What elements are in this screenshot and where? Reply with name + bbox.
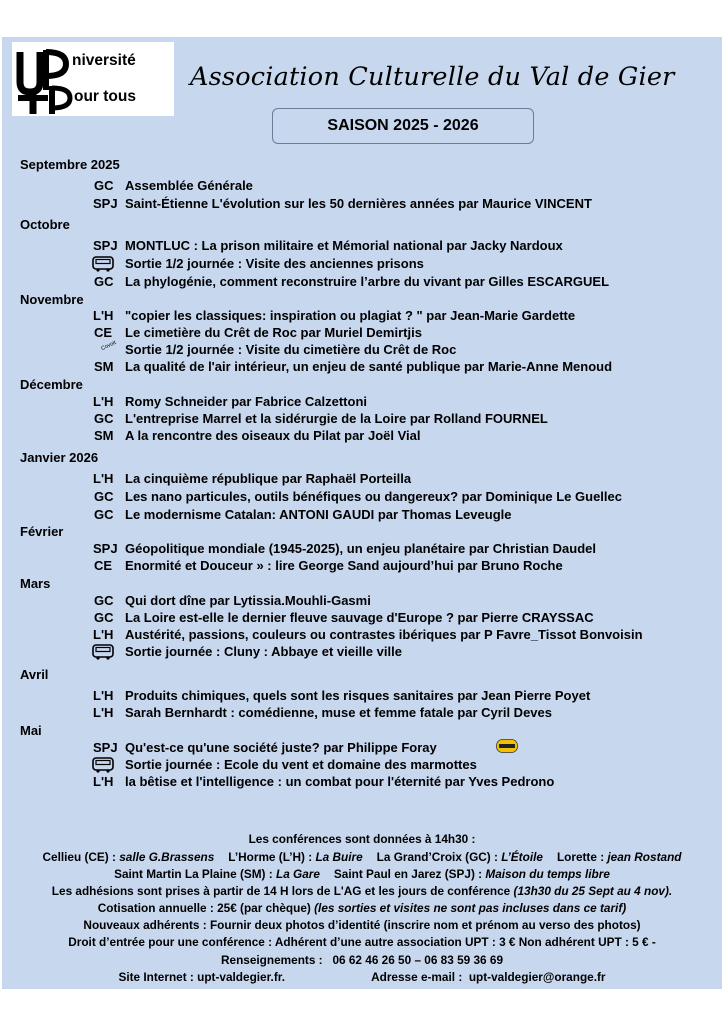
venue-place: L’Étoile [501,850,543,864]
event-title: Sortie 1/2 journée : Visite du cimetière du Crêt de Roc [125,342,457,357]
event-location-code: L'H [93,627,114,642]
event-location-code: GC [94,593,114,608]
venue-label: Saint Martin La Plaine (SM) : [114,867,276,881]
event-location-code: CE [94,325,113,340]
event-location-code: L'H [93,394,114,409]
month-heading: Avril [20,667,49,682]
venue-place: salle G.Brassens [119,850,215,864]
email-link[interactable]: upt-valdegier@orange.fr [468,970,606,984]
event-location-code: GC [94,489,114,504]
logo-line2: our tous [74,88,136,105]
event-title: La cinquième république par Raphaël Porteilla [125,471,412,486]
footer-adhesion [0,884,724,898]
event-title: Sortie 1/2 journée : Visite des anciennes prisons [125,256,424,271]
month-heading: Février [20,524,64,539]
footer-droit: Droit d’entrée pour une conférence : Adhérent d’une autre association UPT : 3 € Non adhérent UPT : 5 € - [68,935,656,949]
renseignements-phones: 06 62 46 26 50 – 06 83 59 36 69 [332,953,504,967]
month-heading: Décembre [20,377,83,392]
event-title: Le modernisme Catalan: ANTONI GAUDI par Thomas Leveugle [125,507,512,522]
season-label: SAISON 2025 - 2026 [327,117,479,134]
bus-icon [92,256,114,272]
association-title: Association Culturelle du Val de Gier [190,62,675,92]
month-heading: Novembre [20,292,84,307]
event-location-code: GC [94,610,114,625]
event-location-code: SM [94,428,114,443]
carpool-badge-icon [496,739,518,753]
event-title: MONTLUC : La prison militaire et Mémorial national par Jacky Nardoux [125,238,563,253]
event-title: Enormité et Douceur » : lire George Sand aujourd’hui par Bruno Roche [125,558,563,573]
footer-nouveaux: Nouveaux adhérents : Fournir deux photos d’identité (inscrire nom et prénom au verso des photos) [83,918,641,932]
event-title: la bêtise et l'intelligence : un combat pour l'éternité par Yves Pedrono [125,774,555,789]
site-link[interactable]: upt-valdegier.fr. [197,970,285,984]
adhesion-text: Les adhésions sont prises à partir de 14 H lors de L'AG et les jours de conférence [51,884,514,898]
event-location-code: L'H [93,471,114,486]
event-location-code: CE [94,558,113,573]
footer-renseignements [0,953,724,967]
event-title: A la rencontre des oiseaux du Pilat par Joël Vial [125,428,421,443]
month-heading: Mai [20,723,42,738]
event-title: La Loire est-elle le dernier fleuve sauvage d'Europe ? par Pierre CRAYSSAC [125,610,594,625]
logo-line1: niversité [72,52,136,69]
venue-label: Cellieu (CE) : [42,850,120,864]
event-title: Produits chimiques, quels sont les risques sanitaires par Jean Pierre Poyet [125,688,591,703]
event-title: La qualité de l'air intérieur, un enjeu de santé publique par Marie-Anne Menoud [125,359,613,374]
event-location-code: GC [94,411,114,426]
month-heading: Septembre 2025 [20,157,120,172]
event-title: "copier les classiques: inspiration ou plagiat ? " par Jean-Marie Gardette [125,308,576,323]
event-title: Les nano particules, outils bénéfiques ou dangereux? par Dominique Le Guellec [125,489,622,504]
event-title: Qu'est-ce qu'une société juste? par Philippe Foray [125,740,437,755]
event-location-code: SPJ [93,238,118,253]
event-title: L'entreprise Marrel et la sidérurgie de la Loire par Rolland FOURNEL [125,411,548,426]
venue-place: La Buire [315,850,363,864]
event-location-code: L'H [93,688,114,703]
venue-place: Maison du temps libre [485,867,610,881]
event-title: Austérité, passions, couleurs ou contrastes ibériques par P Favre_Tissot Bonvoisin [125,627,643,642]
month-heading: Mars [20,576,51,591]
event-location-code: L'H [93,308,114,323]
event-location-code: SPJ [93,196,118,211]
carpool-icon: Covoit [100,339,118,353]
event-title: Sarah Bernhardt : comédienne, muse et femme fatale par Cyril Deves [125,705,552,720]
event-title: Qui dort dîne par Lytissia.Mouhli-Gasmi [125,593,371,608]
event-title: Saint-Étienne L'évolution sur les 50 dernières années par Maurice VINCENT [125,196,592,211]
event-title: Géopolitique mondiale (1945-2025), un enjeu planétaire par Christian Daudel [125,541,597,556]
event-title: Sortie journée : Ecole du vent et domaine des marmottes [125,757,477,772]
bus-icon [92,757,114,773]
email-label: Adresse e-mail : [371,970,463,984]
event-location-code: GC [94,274,114,289]
adhesion-note: (13h30 du 25 Sept au 4 nov). [513,884,673,898]
venue-place: La Gare [275,867,320,881]
site-label: Site Internet : [118,970,194,984]
venue-label: La Grand’Croix (GC) : [376,850,502,864]
footer-line-time: Les conférences sont données à 14h30 : [248,832,476,846]
venue-label: Saint Paul en Jarez (SPJ) : [333,867,486,881]
venue-label: L’Horme (L’H) : [228,850,316,864]
bus-icon [92,644,114,660]
event-title: Le cimetière du Crêt de Roc par Muriel Demirtjis [125,325,422,340]
event-location-code: GC [94,507,114,522]
venue-place: jean Rostand [607,850,682,864]
footer-contact [0,970,724,984]
renseignements-label: Renseignements : [220,953,323,967]
month-heading: Octobre [20,217,70,232]
footer-cotisation [0,901,724,915]
event-location-code: L'H [93,705,114,720]
month-heading: Janvier 2026 [20,450,99,465]
cotisation-note: (les sorties et visites ne sont pas incluses dans ce tarif) [314,901,627,915]
event-location-code: SPJ [93,541,118,556]
event-location-code: L'H [93,774,114,789]
event-title: La phylogénie, comment reconstruire l’arbre du vivant par Gilles ESCARGUEL [125,274,610,289]
cotisation-text: Cotisation annuelle : 25€ (par chèque) [97,901,315,915]
footer-venues-a [0,850,724,864]
footer-venues-b [0,867,724,881]
event-location-code: SPJ [93,740,118,755]
event-location-code: SM [94,359,114,374]
event-title: Sortie journée : Cluny : Abbaye et vieille ville [125,644,402,659]
event-location-code: GC [94,178,114,193]
venue-label: Lorette : [556,850,608,864]
event-title: Romy Schneider par Fabrice Calzettoni [125,394,368,409]
event-title: Assemblée Générale [125,178,253,193]
